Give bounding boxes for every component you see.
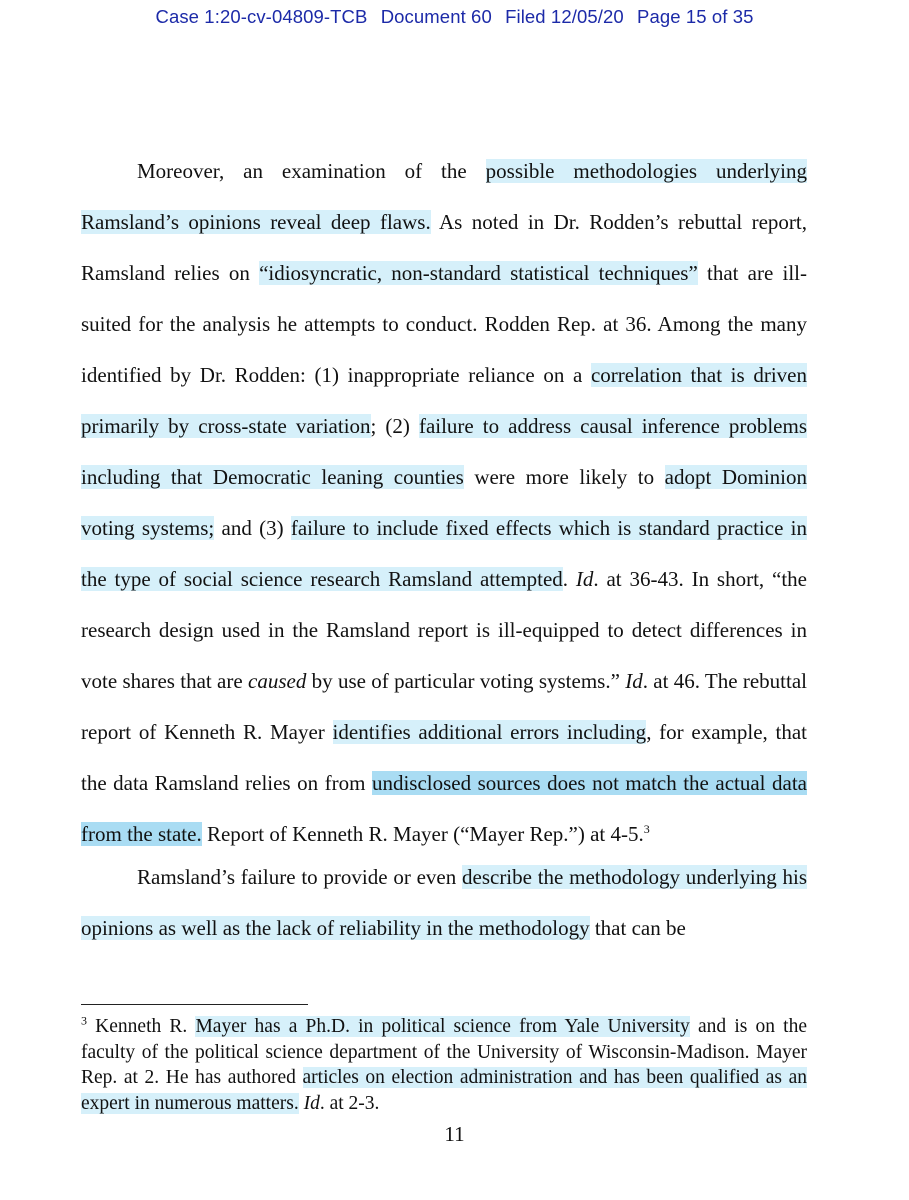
text-run: As noted in Dr. Rodden’s rebuttal report, Ramsland relies on — [81, 210, 807, 285]
italic-emphasis: caused — [248, 669, 307, 693]
text-run: Report of Kenneth R. Mayer (“Mayer Rep.”) at 4-5. — [201, 822, 644, 846]
filed-date: Filed 12/05/20 — [505, 6, 624, 27]
text-run: . — [562, 567, 576, 591]
case-header — [0, 6, 909, 28]
page-number: 11 — [444, 1122, 465, 1146]
case-number: Case 1:20-cv-04809-TCB — [155, 6, 368, 27]
highlight: correlation that is driven primarily by cross-state variation — [81, 363, 807, 438]
footnote-3 — [81, 1014, 807, 1116]
text-run: that can be — [589, 916, 686, 940]
text-run: and is on the faculty of the political science department of the University of Wisconsin-Madison. Mayer Rep. at 2. He has authored — [81, 1016, 807, 1088]
highlight: failure to address causal inference problems including that Democratic leaning counties — [81, 414, 807, 489]
text-run: , for example, that the data Ramsland relies on from — [81, 720, 808, 795]
italic-citation: Id — [575, 567, 594, 591]
document-number: Document 60 — [380, 6, 492, 27]
text-run: . at 36-43. In short, “the research design used in the Ramsland report is ill-equipped to detect differences in vote shares that are — [81, 567, 807, 693]
text-run: were more likely to — [463, 465, 665, 489]
page-indicator: Page 15 of 35 — [637, 6, 754, 27]
text-run: that are ill-suited for the analysis he attempts to conduct. Rodden Rep. at 36. Among the many identified by Dr. Rodden: (1) inappropriate reliance on a — [81, 261, 807, 387]
text-run: Ramsland’s failure to provide or even — [137, 865, 462, 889]
highlight: identifies additional errors including — [332, 720, 647, 744]
highlight: articles on election administration and has been qualified as an expert in numerous matters. — [81, 1067, 807, 1114]
text-run: by use of particular voting systems.” — [306, 669, 626, 693]
highlight: Mayer has a Ph.D. in political science from Yale University — [195, 1016, 690, 1037]
paragraph-methodology-flaws — [81, 146, 807, 860]
footnote-divider — [81, 1004, 308, 1005]
highlight: possible methodologies underlying Ramsland’s opinions reveal deep flaws. — [81, 159, 807, 234]
text-run: and (3) — [214, 516, 291, 540]
text-run: Moreover, an examination of the — [137, 159, 486, 183]
text-run: Kenneth R. — [87, 1016, 196, 1037]
footnote-mark: 3 — [81, 1013, 87, 1028]
footnote-reference: 3 — [643, 822, 650, 836]
highlight: adopt Dominion voting systems; — [81, 465, 807, 540]
highlight: describe the methodology underlying his opinions as well as the lack of reliability in the methodology — [81, 865, 807, 940]
highlight: failure to include fixed effects which is standard practice in the type of social science research Ramsland attempted — [81, 516, 807, 591]
text-run: ; (2) — [370, 414, 419, 438]
highlight-strong: undisclosed sources does not match the actual data from the state. — [81, 771, 807, 846]
text-run: . at 46. The rebuttal report of Kenneth R. Mayer — [81, 669, 808, 744]
paragraph-failure-to-describe — [81, 852, 807, 954]
italic-citation: Id — [625, 669, 643, 693]
italic-citation: Id — [303, 1092, 320, 1114]
highlight: “idiosyncratic, non-standard statistical techniques” — [259, 261, 698, 285]
text-run: . at 2-3. — [319, 1092, 380, 1114]
